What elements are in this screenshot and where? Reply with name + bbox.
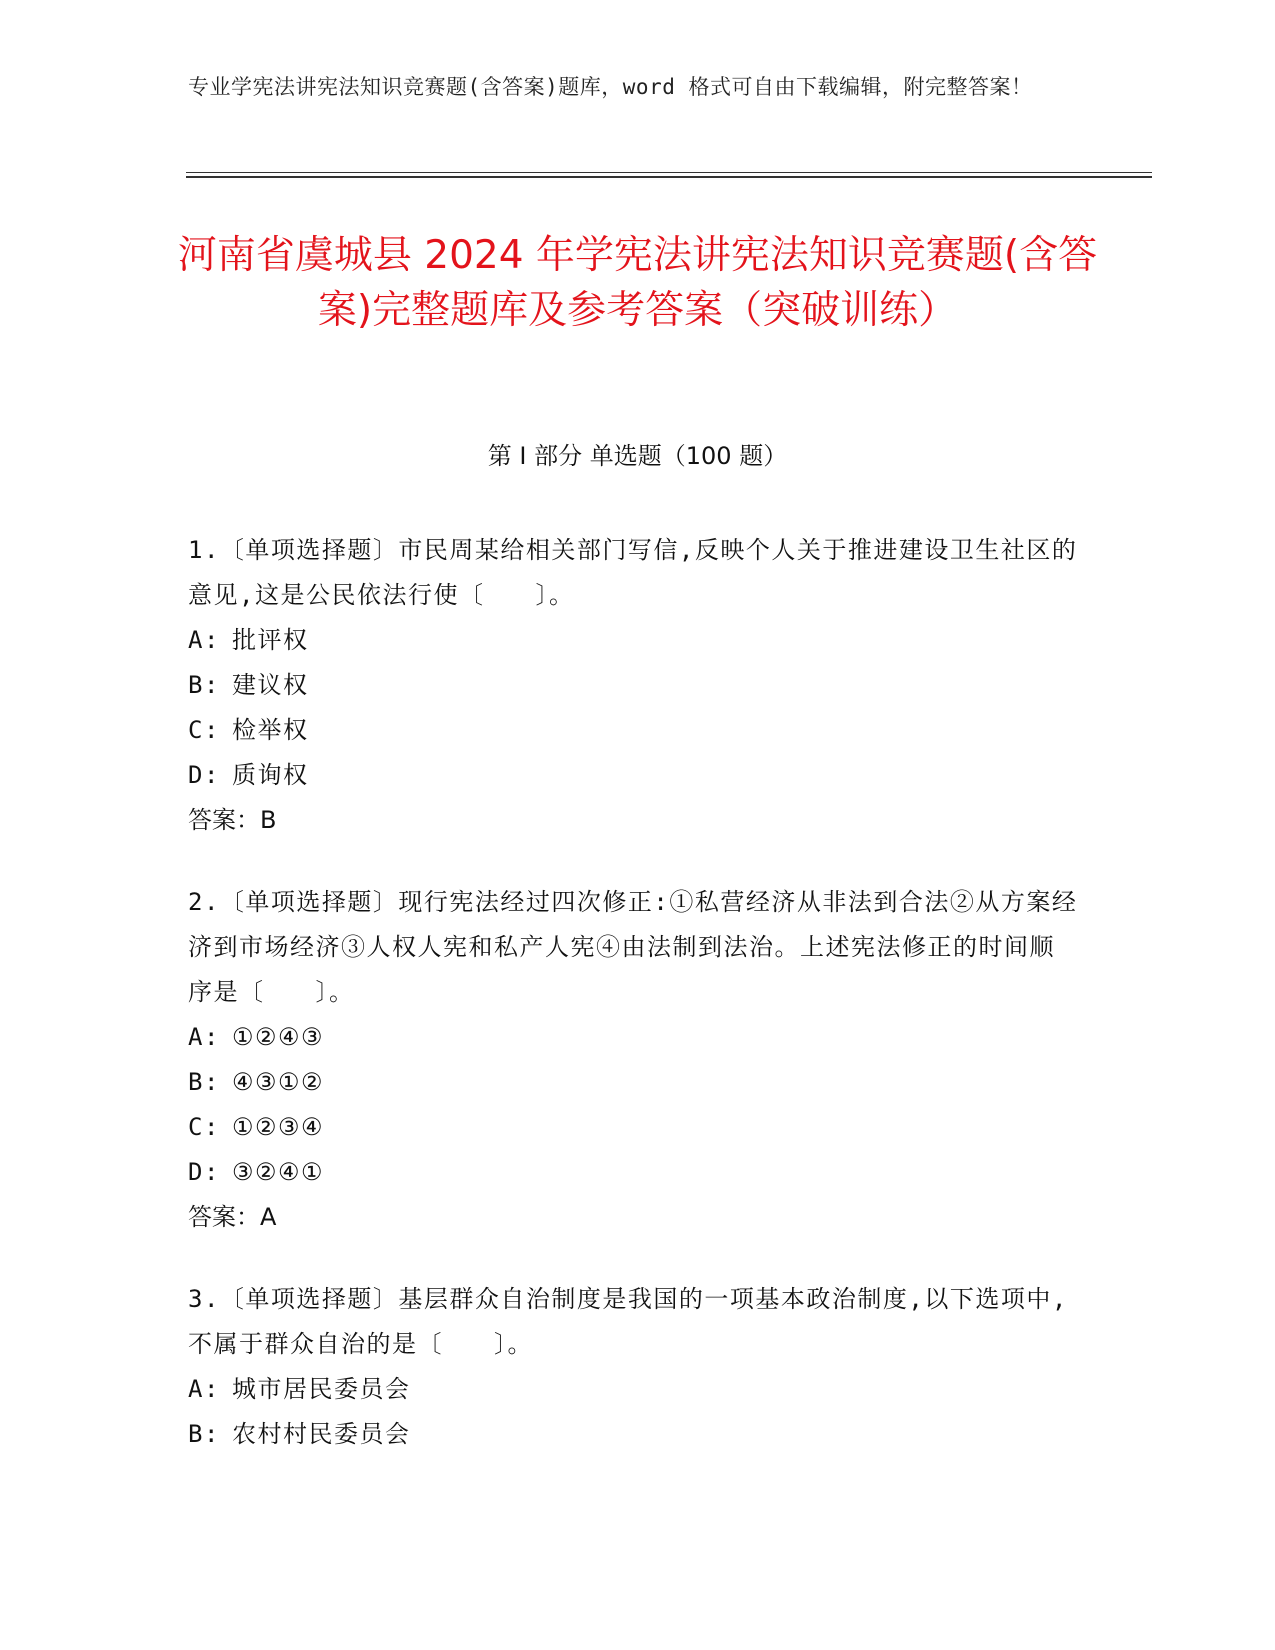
option-key: B: (188, 671, 220, 699)
option-d (188, 1150, 1080, 1195)
option-text: 农村村民委员会 (232, 1420, 411, 1448)
option-text: ④③①② (232, 1068, 325, 1096)
option-key: C: (188, 716, 220, 744)
question-stem: 2.〔单项选择题〕现行宪法经过四次修正:①私营经济从非法到合法②从方案经济到市场经济③人权人宪和私产人宪④由法制到法治。上述宪法修正的时间顺序是〔 〕。 (188, 888, 1078, 1006)
question-2 (188, 880, 1080, 1240)
option-c (188, 1105, 1080, 1150)
option-key: D: (188, 761, 220, 789)
option-a (188, 1015, 1080, 1060)
section-title: 第 I 部分 单选题（100 题） (487, 442, 788, 470)
question-3 (188, 1277, 1080, 1457)
question-list (188, 528, 1080, 1457)
option-key: A: (188, 626, 220, 654)
header-divider-thin (186, 172, 1152, 173)
header-divider-thick (186, 176, 1152, 178)
option-text: 城市居民委员会 (232, 1375, 411, 1403)
option-key: D: (188, 1158, 220, 1186)
question-stem: 1.〔单项选择题〕市民周某给相关部门写信,反映个人关于推进建设卫生社区的意见,这是公民依法行使〔 〕。 (188, 536, 1078, 609)
answer-line: 答案：B (188, 806, 277, 834)
option-key: A: (188, 1375, 220, 1403)
option-text: 建议权 (232, 671, 309, 699)
option-text: ①②④③ (232, 1023, 325, 1051)
question-1 (188, 528, 1080, 843)
option-key: B: (188, 1420, 220, 1448)
question-stem: 3.〔单项选择题〕基层群众自治制度是我国的一项基本政治制度,以下选项中,不属于群众自治的是〔 〕。 (188, 1285, 1068, 1358)
option-text: ①②③④ (232, 1113, 325, 1141)
option-text: 批评权 (232, 626, 309, 654)
option-a (188, 618, 1080, 663)
option-key: C: (188, 1113, 220, 1141)
option-text: 检举权 (232, 716, 309, 744)
option-d (188, 753, 1080, 798)
option-c (188, 708, 1080, 753)
option-b (188, 1412, 1080, 1457)
option-a (188, 1367, 1080, 1412)
option-b (188, 663, 1080, 708)
option-key: B: (188, 1068, 220, 1096)
document-title: 河南省虞城县 2024 年学宪法讲宪法知识竞赛题(含答案)完整题库及参考答案（突破训练） (177, 233, 1098, 333)
header-note: 专业学宪法讲宪法知识竞赛题(含答案)题库，word 格式可自由下载编辑，附完整答案！ (188, 75, 1033, 99)
option-b (188, 1060, 1080, 1105)
answer-line: 答案：A (188, 1203, 277, 1231)
option-text: ③②④① (232, 1158, 325, 1186)
option-key: A: (188, 1023, 220, 1051)
option-text: 质询权 (232, 761, 309, 789)
